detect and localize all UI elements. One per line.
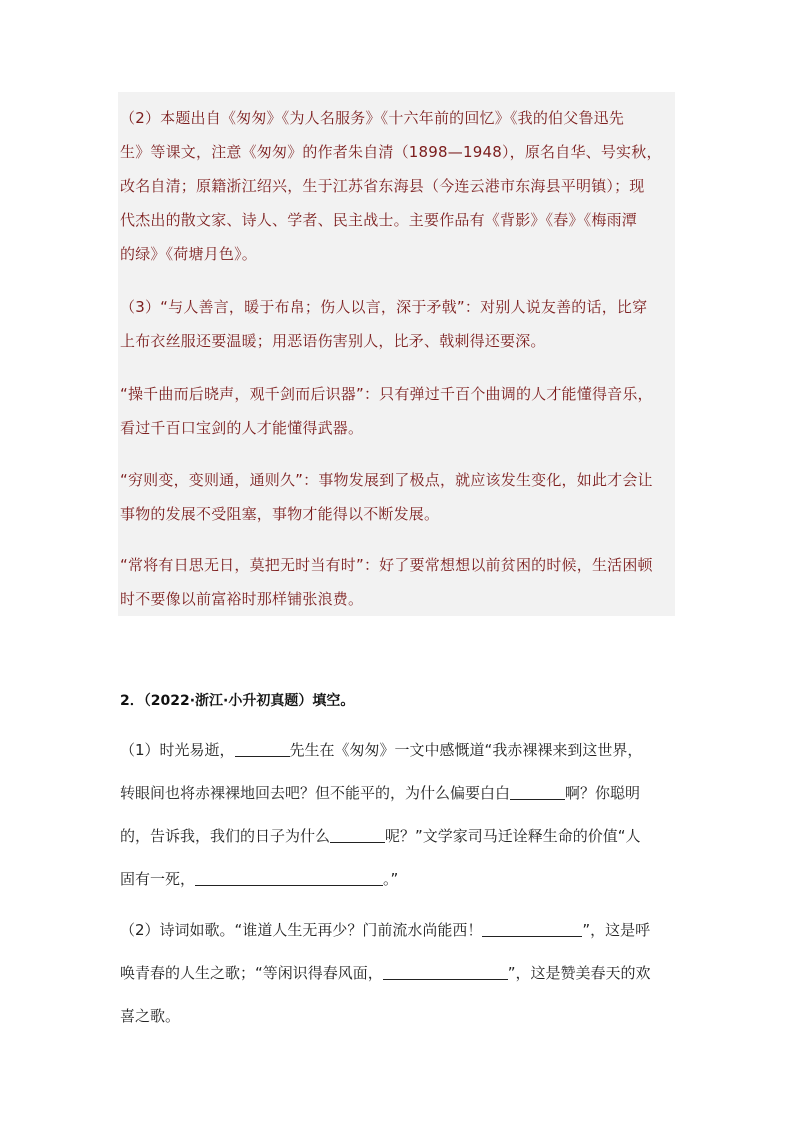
fill-blank-2[interactable] bbox=[510, 783, 565, 800]
question-part-1: （1）时光易逝， 先生在《匆匆》一文中感慨道“我赤裸裸来到这世界， 转眼间也将赤裸裸地回去吧？但不能平的，为什么偏要白白 啊？你聪明 的，告诉我，我们的日子为什么 呢？”文学家司马迁诠释生命的价值“人 固有一死， 。” bbox=[120, 741, 643, 888]
answer-paragraph-6: “常将有日思无日，莫把无时当有时”：好了要常想想以前贫困的时候，生活困顿 时不要像以前富裕时那样铺张浪费。 bbox=[120, 556, 653, 608]
answer-paragraph-5: “穷则变，变则通，通则久”：事物发展到了极点，就应该发生变化，如此才会让 事物的发展不受阻塞，事物才能得以不断发展。 bbox=[120, 471, 653, 523]
answer-paragraph-2: （2）本题出自《匆匆》《为人名服务》《十六年前的回忆》《我的伯父鲁迅先 生》等课文，注意《匆匆》的作者朱自清（1898—1948），原名自华、号实秋， 改名自清；原籍浙江绍兴，生于江苏省东海县（今连云港市东海县平明镇）；现 代杰出的散文家、诗人、学者、民主战士。主要作品有《背影》《春》《梅雨潭 的绿》《荷塘月色》。 bbox=[120, 109, 662, 263]
question-title: 2．（2022·浙江·小升初真题）填空。 bbox=[120, 693, 355, 709]
answer-paragraph-3: （3）“与人善言，暖于布帛；伤人以言，深于矛戟”：对别人说友善的话，比穿 上布衣丝服还要温暖；用恶语伤害别人，比矛、戟刺得还要深。 bbox=[120, 298, 648, 350]
fill-blank-5[interactable] bbox=[482, 920, 582, 937]
fill-blank-3[interactable] bbox=[330, 826, 385, 843]
question-part-2: （2）诗词如歌。“谁道人生无再少？门前流水尚能西！ ”，这是呼 唤青春的人生之歌；“等闲识得春风面， ”，这是赞美春天的欢 喜之歌。 bbox=[120, 921, 651, 1025]
answer-paragraph-4: “操千曲而后晓声，观千剑而后识器”：只有弹过千百个曲调的人才能懂得音乐， 看过千百口宝剑的人才能懂得武器。 bbox=[120, 385, 653, 437]
fill-blank-4[interactable] bbox=[195, 869, 383, 886]
fill-blank-author[interactable] bbox=[235, 740, 290, 757]
fill-blank-6[interactable] bbox=[383, 963, 508, 980]
